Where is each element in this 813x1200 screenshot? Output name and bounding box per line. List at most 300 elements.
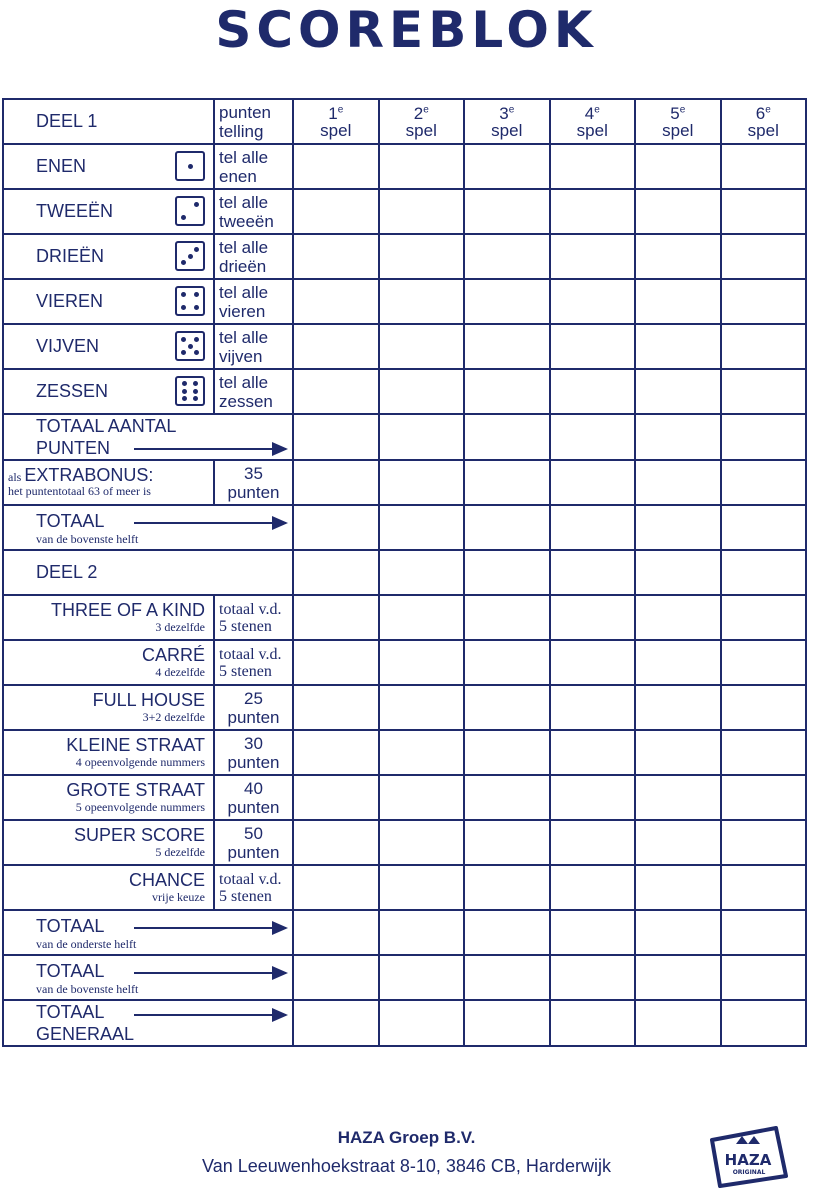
row-vijven-game-1-cell[interactable]: [293, 324, 379, 369]
row-totaal-bovenste-helft-2-sublabel: van de bovenste helft: [36, 981, 139, 996]
scoring-rule-cell: [214, 595, 293, 640]
row-drieën-game-3-cell[interactable]: [464, 234, 550, 279]
game-ordinal: e: [594, 103, 600, 115]
game-number: 2: [413, 103, 424, 123]
category-label: GROTE STRAAT: [66, 780, 205, 800]
game-label: spel: [320, 120, 352, 140]
totaal-aantal-label-cell: [3, 414, 293, 460]
row-totaal-onderste-helft-game-4-cell[interactable]: [550, 910, 636, 955]
row-full-house-game-5-cell[interactable]: [635, 685, 721, 730]
row-totaal-aantal-game-1-cell[interactable]: [293, 414, 379, 460]
category-cell: [3, 865, 214, 910]
die-pip: [194, 202, 199, 207]
row-totaal-aantal-game-4-cell[interactable]: [550, 414, 636, 460]
scoring-rule-line2: vieren: [219, 301, 266, 321]
row-zessen: [3, 369, 806, 414]
row-enen-game-5-cell[interactable]: [635, 144, 721, 189]
die-pip: [194, 305, 199, 310]
arrow-right-icon: [134, 972, 286, 974]
scoring-rule-cell: [214, 234, 293, 279]
row-vieren-game-5-cell[interactable]: [635, 279, 721, 324]
row-zessen-game-6-cell[interactable]: [721, 369, 807, 414]
category-sublabel: 4 dezelfde: [155, 665, 205, 679]
row-totaal-generaal-game-1-cell[interactable]: [293, 1000, 379, 1046]
category-label: KLEINE STRAAT: [66, 735, 205, 755]
row-kleine-straat-game-3-cell[interactable]: [464, 730, 550, 775]
row-totaal-generaal-game-2-cell[interactable]: [379, 1000, 465, 1046]
row-totaal-bovenste-helft-game-4-cell[interactable]: [550, 505, 636, 550]
scoring-rule-cell: [214, 324, 293, 369]
row-extrabonus-game-6-cell[interactable]: [721, 460, 807, 505]
extrabonus-points-unit: punten: [227, 482, 280, 502]
row-totaal-bovenste-helft-2-game-5-cell[interactable]: [635, 955, 721, 1000]
row-extrabonus-game-5-cell[interactable]: [635, 460, 721, 505]
row-vijven: [3, 324, 806, 369]
score-table: [2, 98, 807, 1047]
row-extrabonus-game-3-cell[interactable]: [464, 460, 550, 505]
row-drieën-game-2-cell[interactable]: [379, 234, 465, 279]
game-5-heading: [635, 99, 721, 144]
die-pip: [194, 337, 199, 342]
row-zessen-game-3-cell[interactable]: [464, 369, 550, 414]
row-totaal-generaal-game-4-cell[interactable]: [550, 1000, 636, 1046]
category-cell: [3, 685, 214, 730]
row-totaal-bovenste-helft-game-5-cell[interactable]: [635, 505, 721, 550]
row-vijven-game-5-cell[interactable]: [635, 324, 721, 369]
scoring-rule-line2: punten: [227, 707, 280, 727]
row-super-score-game-5-cell[interactable]: [635, 820, 721, 865]
die-pip: [193, 381, 198, 386]
deel2-heading: [3, 550, 293, 595]
haza-logo-icon: [706, 1118, 790, 1190]
row-kleine-straat-game-1-cell[interactable]: [293, 730, 379, 775]
row-full-house: [3, 685, 806, 730]
row-grote-straat-game-2-cell[interactable]: [379, 775, 465, 820]
row-three-of-a-kind-game-3-cell[interactable]: [464, 595, 550, 640]
extrabonus-points-cell: [214, 460, 293, 505]
row-totaal-bovenste-helft-2-game-3-cell[interactable]: [464, 955, 550, 1000]
row-enen: [3, 144, 806, 189]
row-zessen-game-1-cell[interactable]: [293, 369, 379, 414]
scoring-rule-cell: [214, 730, 293, 775]
game-label: spel: [576, 120, 608, 140]
category-label: ZESSEN: [36, 381, 109, 401]
category-cell: [3, 640, 214, 685]
die-1-icon: [175, 151, 205, 181]
die-pip: [182, 381, 187, 386]
row-totaal-aantal-game-2-cell[interactable]: [379, 414, 465, 460]
row-totaal-generaal-game-3-cell[interactable]: [464, 1000, 550, 1046]
game-number: 4: [584, 103, 595, 123]
row-totaal-bovenste-helft-2: [3, 955, 806, 1000]
scoring-rule-cell: [214, 189, 293, 234]
telling-label: telling: [219, 121, 264, 141]
scoring-rule-cell: [214, 369, 293, 414]
category-sublabel: 5 dezelfde: [155, 845, 205, 859]
die-pip: [181, 215, 186, 220]
row-totaal-onderste-helft-label-cell: [3, 910, 293, 955]
category-label: ENEN: [36, 156, 87, 176]
row-enen-game-4-cell[interactable]: [550, 144, 636, 189]
scoring-rule-line2: 5 stenen: [219, 887, 272, 905]
scoring-rule-line1: totaal v.d.: [219, 645, 282, 663]
row-three-of-a-kind-game-4-cell[interactable]: [550, 595, 636, 640]
row-tweeën-game-4-cell[interactable]: [550, 189, 636, 234]
page-title: SCOREBLOK: [215, 1, 598, 59]
row-totaal-bovenste-helft-2-game-1-cell[interactable]: [293, 955, 379, 1000]
game-number: 3: [499, 103, 509, 123]
die-pip: [188, 164, 193, 169]
game-6-heading: [721, 99, 807, 144]
row-totaal-onderste-helft-game-2-cell[interactable]: [379, 910, 465, 955]
category-label: CHANCE: [128, 870, 205, 890]
punten-label: punten: [219, 102, 271, 122]
category-cell: [3, 595, 214, 640]
scoring-rule-line1: tel alle: [219, 192, 269, 212]
row-tweeën-game-6-cell[interactable]: [721, 189, 807, 234]
die-pip: [188, 254, 193, 259]
row-totaal-generaal-game-6-cell[interactable]: [721, 1000, 807, 1046]
game-label: spel: [491, 120, 523, 140]
row-three-of-a-kind-game-1-cell[interactable]: [293, 595, 379, 640]
arrow-right-icon: [134, 522, 286, 524]
row-carr--game-5-cell[interactable]: [635, 640, 721, 685]
row-chance-game-4-cell[interactable]: [550, 865, 636, 910]
row-totaal-bovenste-helft-game-3-cell[interactable]: [464, 505, 550, 550]
row-totaal-onderste-helft-game-6-cell[interactable]: [721, 910, 807, 955]
category-label: TWEEËN: [36, 201, 114, 221]
row-super-score-game-2-cell[interactable]: [379, 820, 465, 865]
scoring-rule-line2: punten: [227, 842, 280, 862]
row-totaal-bovenste-helft-2-game-2-cell[interactable]: [379, 955, 465, 1000]
game-3-heading: [464, 99, 550, 144]
extrabonus-points: 35: [244, 463, 263, 483]
row-vieren-game-1-cell[interactable]: [293, 279, 379, 324]
category-label: THREE OF A KIND: [50, 600, 205, 620]
row-totaal-generaal-game-5-cell[interactable]: [635, 1000, 721, 1046]
row-vieren: [3, 279, 806, 324]
scoring-rule-line2: 5 stenen: [219, 662, 272, 680]
category-label: CARRÉ: [141, 645, 205, 665]
game-number: 5: [670, 103, 680, 123]
header-row: [3, 99, 806, 144]
row-extrabonus-game-1-cell[interactable]: [293, 460, 379, 505]
row-full-house-game-1-cell[interactable]: [293, 685, 379, 730]
row-totaal-bovenste-helft-game-2-cell[interactable]: [379, 505, 465, 550]
row-totaal-generaal-line1: TOTAAL: [36, 1002, 105, 1022]
row-totaal-aantal-game-6-cell[interactable]: [721, 414, 807, 460]
row-tweeën-game-2-cell[interactable]: [379, 189, 465, 234]
row-enen-game-6-cell[interactable]: [721, 144, 807, 189]
scoring-rule-line1: tel alle: [219, 327, 269, 347]
scoring-rule-line1: 30: [244, 733, 263, 753]
row-totaal-bovenste-helft: [3, 505, 806, 550]
row-totaal-generaal: [3, 1000, 806, 1046]
category-label: DRIEËN: [36, 246, 105, 266]
category-sublabel: 3 dezelfde: [155, 620, 205, 634]
arrow-right-icon: [134, 1014, 286, 1016]
row-tweeën-game-1-cell[interactable]: [293, 189, 379, 234]
category-cell: [3, 144, 214, 189]
row-chance-game-1-cell[interactable]: [293, 865, 379, 910]
deel1-label: DEEL 1: [36, 111, 98, 131]
row-totaal-aantal-game-5-cell[interactable]: [635, 414, 721, 460]
row-chance-game-2-cell[interactable]: [379, 865, 465, 910]
game-ordinal: e: [765, 103, 771, 115]
row-drieën-game-4-cell[interactable]: [550, 234, 636, 279]
category-sublabel: 3+2 dezelfde: [142, 710, 205, 724]
punten-telling-heading: [214, 99, 293, 144]
scoring-rule-cell: [214, 144, 293, 189]
arrow-right-icon: [134, 927, 286, 929]
deel2-label: DEEL 2: [36, 562, 98, 582]
die-6-icon: [175, 376, 205, 406]
category-cell: [3, 820, 214, 865]
row-chance: [3, 865, 806, 910]
game-4-heading: [550, 99, 636, 144]
scoring-rule-line1: totaal v.d.: [219, 870, 282, 888]
die-pip: [182, 389, 187, 394]
scoring-rule-line2: tweeën: [219, 211, 274, 231]
totaal-aantal-line2: PUNTEN: [36, 438, 111, 458]
game-1-heading: [293, 99, 379, 144]
row-enen-game-3-cell[interactable]: [464, 144, 550, 189]
arrow-right-icon: [134, 448, 286, 450]
row-chance-game-3-cell[interactable]: [464, 865, 550, 910]
row-carr--game-6-cell[interactable]: [721, 640, 807, 685]
scoring-rule-line1: 50: [244, 823, 263, 843]
category-cell: [3, 279, 214, 324]
extrabonus-label: EXTRABONUS:: [24, 464, 154, 485]
row-carr-: [3, 640, 806, 685]
deel1-heading: [3, 99, 214, 144]
row-drieën-game-5-cell[interactable]: [635, 234, 721, 279]
row-deel2-game-4-cell[interactable]: [550, 550, 636, 595]
row-totaal-onderste-helft-sublabel: van de onderste helft: [36, 936, 137, 951]
footer-company: HAZA Groep B.V.: [337, 1128, 476, 1147]
row-totaal-bovenste-helft-game-1-cell[interactable]: [293, 505, 379, 550]
row-vieren-game-6-cell[interactable]: [721, 279, 807, 324]
row-totaal-onderste-helft-label: TOTAAL: [36, 915, 105, 936]
scoring-rule-cell: [214, 775, 293, 820]
die-2-icon: [175, 196, 205, 226]
category-cell: [3, 234, 214, 279]
row-carr--game-1-cell[interactable]: [293, 640, 379, 685]
row-drieën-game-6-cell[interactable]: [721, 234, 807, 279]
row-carr--game-3-cell[interactable]: [464, 640, 550, 685]
scoring-rule-line2: drieën: [219, 256, 267, 276]
row-drieën: [3, 234, 806, 279]
row-totaal-bovenste-helft-game-6-cell[interactable]: [721, 505, 807, 550]
scoring-rule-line1: 40: [244, 778, 263, 798]
row-deel2-game-6-cell[interactable]: [721, 550, 807, 595]
category-label: VIJVEN: [36, 336, 100, 356]
category-cell: [3, 775, 214, 820]
row-totaal-bovenste-helft-label: TOTAAL: [36, 510, 105, 531]
die-pip: [193, 389, 198, 394]
row-totaal-bovenste-helft-label-cell: [3, 505, 293, 550]
row-tweeën: [3, 189, 806, 234]
row-tweeën-game-3-cell[interactable]: [464, 189, 550, 234]
row-totaal-onderste-helft-game-3-cell[interactable]: [464, 910, 550, 955]
row-drieën-game-1-cell[interactable]: [293, 234, 379, 279]
die-pip: [194, 350, 199, 355]
scoring-rule-line2: vijven: [219, 346, 263, 366]
row-enen-game-2-cell[interactable]: [379, 144, 465, 189]
row-totaal-bovenste-helft-sublabel: van de bovenste helft: [36, 531, 139, 546]
row-totaal-bovenste-helft-2-label-cell: [3, 955, 293, 1000]
row-grote-straat-game-3-cell[interactable]: [464, 775, 550, 820]
row-vijven-game-3-cell[interactable]: [464, 324, 550, 369]
row-full-house-game-4-cell[interactable]: [550, 685, 636, 730]
category-sublabel: 5 opeenvolgende nummers: [75, 800, 205, 814]
category-cell: [3, 324, 214, 369]
row-totaal-onderste-helft-game-5-cell[interactable]: [635, 910, 721, 955]
row-vieren-game-3-cell[interactable]: [464, 279, 550, 324]
row-totaal-aantal-game-3-cell[interactable]: [464, 414, 550, 460]
row-totaal-aantal-punten: [3, 414, 806, 460]
row-extrabonus-game-4-cell[interactable]: [550, 460, 636, 505]
category-label: FULL HOUSE: [92, 690, 205, 710]
extrabonus-prefix: als: [8, 469, 22, 484]
row-vijven-game-2-cell[interactable]: [379, 324, 465, 369]
die-pip: [182, 396, 187, 401]
row-grote-straat-game-6-cell[interactable]: [721, 775, 807, 820]
game-label: spel: [747, 120, 779, 140]
row-deel2-game-1-cell[interactable]: [293, 550, 379, 595]
row-full-house-game-2-cell[interactable]: [379, 685, 465, 730]
row-zessen-game-2-cell[interactable]: [379, 369, 465, 414]
row-vieren-game-4-cell[interactable]: [550, 279, 636, 324]
row-extrabonus-game-2-cell[interactable]: [379, 460, 465, 505]
die-5-icon: [175, 331, 205, 361]
scoring-rule-line2: punten: [227, 797, 280, 817]
scoring-rule-line2: punten: [227, 752, 280, 772]
row-totaal-generaal-line2: GENERAAL: [36, 1024, 135, 1044]
logo-subtext: ORIGINAL: [732, 1169, 766, 1176]
scoring-rule-line1: tel alle: [219, 372, 269, 392]
die-pip: [181, 305, 186, 310]
die-4-icon: [175, 286, 205, 316]
row-zessen-game-5-cell[interactable]: [635, 369, 721, 414]
row-grote-straat-game-4-cell[interactable]: [550, 775, 636, 820]
row-deel2-game-5-cell[interactable]: [635, 550, 721, 595]
die-pip: [181, 292, 186, 297]
row-grote-straat-game-5-cell[interactable]: [635, 775, 721, 820]
category-sublabel: vrije keuze: [152, 890, 205, 904]
game-ordinal: e: [423, 103, 429, 115]
scoring-rule-line2: 5 stenen: [219, 617, 272, 635]
die-pip: [181, 260, 186, 265]
row-deel2-game-3-cell[interactable]: [464, 550, 550, 595]
row-kleine-straat: [3, 730, 806, 775]
row-tweeën-game-5-cell[interactable]: [635, 189, 721, 234]
row-kleine-straat-game-5-cell[interactable]: [635, 730, 721, 775]
game-2-heading: [379, 99, 465, 144]
row-full-house-game-6-cell[interactable]: [721, 685, 807, 730]
scoring-rule-cell: [214, 640, 293, 685]
row-super-score-game-1-cell[interactable]: [293, 820, 379, 865]
category-sublabel: 4 opeenvolgende nummers: [75, 755, 205, 769]
row-totaal-bovenste-helft-2-label: TOTAAL: [36, 960, 105, 981]
game-label: spel: [662, 120, 694, 140]
row-chance-game-6-cell[interactable]: [721, 865, 807, 910]
row-super-score-game-6-cell[interactable]: [721, 820, 807, 865]
category-cell: [3, 730, 214, 775]
die-pip: [181, 350, 186, 355]
category-label: VIEREN: [36, 291, 104, 311]
row-kleine-straat-game-2-cell[interactable]: [379, 730, 465, 775]
totaal-aantal-line1: TOTAAL AANTAL: [36, 416, 177, 436]
row-zessen-game-4-cell[interactable]: [550, 369, 636, 414]
row-grote-straat: [3, 775, 806, 820]
row-totaal-bovenste-helft-2-game-6-cell[interactable]: [721, 955, 807, 1000]
row-totaal-bovenste-helft-2-game-4-cell[interactable]: [550, 955, 636, 1000]
row-vijven-game-6-cell[interactable]: [721, 324, 807, 369]
die-pip: [194, 247, 199, 252]
row-super-score-game-4-cell[interactable]: [550, 820, 636, 865]
game-label: spel: [405, 120, 437, 140]
die-pip: [193, 396, 198, 401]
extrabonus-label-cell: [3, 460, 214, 505]
row-three-of-a-kind: [3, 595, 806, 640]
category-label: SUPER SCORE: [73, 825, 205, 845]
row-deel2-game-2-cell[interactable]: [379, 550, 465, 595]
row-totaal-onderste-helft: [3, 910, 806, 955]
row-deel2: [3, 550, 806, 595]
scoring-rule-line1: 25: [244, 688, 263, 708]
logo-text: HAZA: [724, 1151, 772, 1169]
game-number: 1: [328, 103, 338, 123]
row-enen-game-1-cell[interactable]: [293, 144, 379, 189]
die-3-icon: [175, 241, 205, 271]
scoring-rule-line1: tel alle: [219, 282, 269, 302]
row-kleine-straat-game-6-cell[interactable]: [721, 730, 807, 775]
game-ordinal: e: [337, 103, 344, 115]
scoring-rule-line1: totaal v.d.: [219, 600, 282, 618]
row-carr--game-2-cell[interactable]: [379, 640, 465, 685]
row-vijven-game-4-cell[interactable]: [550, 324, 636, 369]
row-vieren-game-2-cell[interactable]: [379, 279, 465, 324]
scoring-rule-line2: enen: [219, 166, 257, 186]
category-cell: [3, 369, 214, 414]
row-three-of-a-kind-game-5-cell[interactable]: [635, 595, 721, 640]
row-three-of-a-kind-game-6-cell[interactable]: [721, 595, 807, 640]
scoring-rule-line2: zessen: [219, 391, 273, 411]
die-pip: [194, 292, 199, 297]
row-three-of-a-kind-game-2-cell[interactable]: [379, 595, 465, 640]
row-super-score: [3, 820, 806, 865]
row-kleine-straat-game-4-cell[interactable]: [550, 730, 636, 775]
game-number: 6: [755, 103, 766, 123]
game-ordinal: e: [508, 103, 515, 115]
die-pip: [188, 344, 193, 349]
scoring-rule-line1: tel alle: [219, 237, 269, 257]
game-ordinal: e: [679, 103, 686, 115]
scoring-rule-line1: tel alle: [219, 147, 269, 167]
row-super-score-game-3-cell[interactable]: [464, 820, 550, 865]
row-full-house-game-3-cell[interactable]: [464, 685, 550, 730]
row-chance-game-5-cell[interactable]: [635, 865, 721, 910]
die-pip: [181, 337, 186, 342]
row-totaal-onderste-helft-game-1-cell[interactable]: [293, 910, 379, 955]
row-carr--game-4-cell[interactable]: [550, 640, 636, 685]
category-cell: [3, 189, 214, 234]
row-totaal-generaal-label-cell: [3, 1000, 293, 1046]
row-grote-straat-game-1-cell[interactable]: [293, 775, 379, 820]
row-extrabonus: [3, 460, 806, 505]
scoring-rule-cell: [214, 820, 293, 865]
